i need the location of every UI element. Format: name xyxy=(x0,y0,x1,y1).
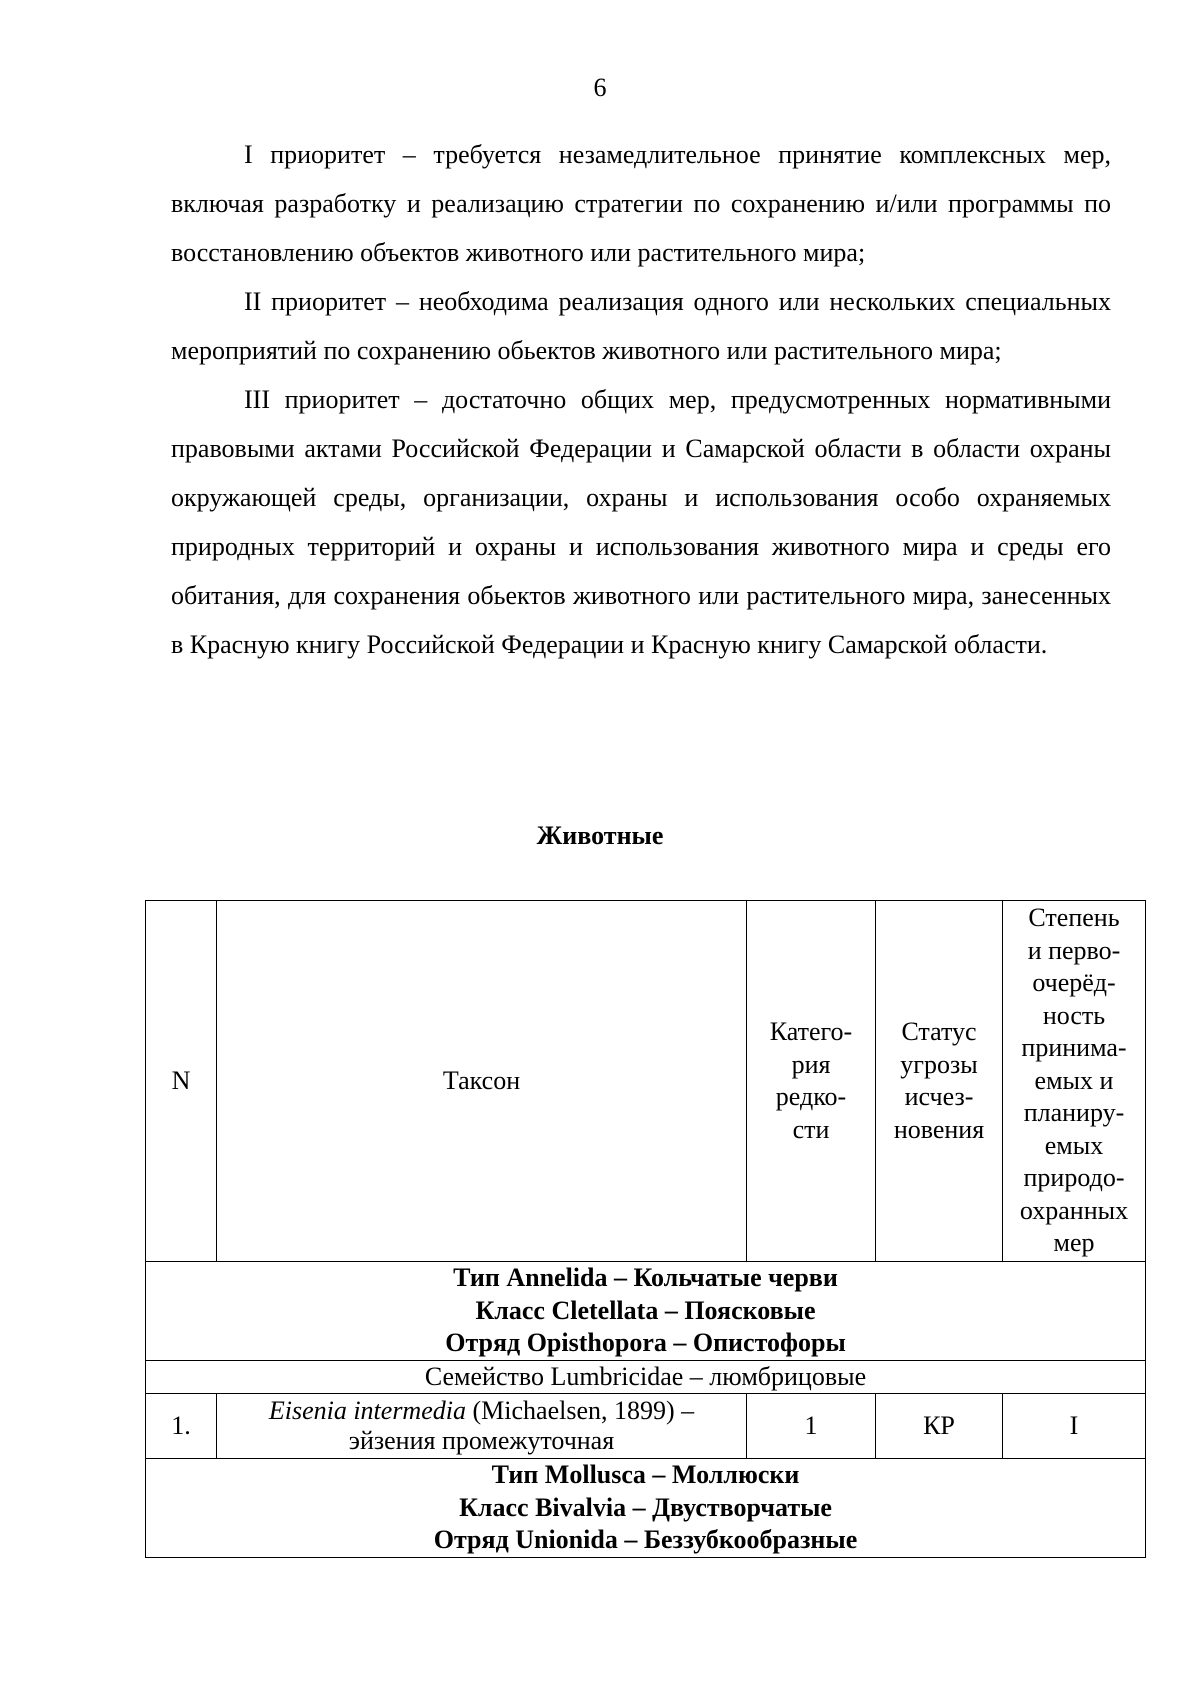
priority-3-paragraph: III приоритет – достаточно общих мер, предусмотренных нормативными правовыми актами Российской Федерации и Самарской области в области охраны окружающей среды, организации, охраны и использования особо охраняемых природных территорий и охраны и использования животного мира и среды его обитания, для сохранения обьектов животного или растительного мира, занесенных в Красную книгу Российской Федерации и Красную книгу Самарской области. xyxy=(171,385,1111,659)
table-row xyxy=(146,1394,1146,1459)
taxon-order: Отряд Opisthopora – Опистофоры xyxy=(445,1328,846,1358)
taxon-type: Тип Mollusca – Моллюски xyxy=(491,1460,800,1490)
body-text xyxy=(171,130,1111,669)
species-status: КР xyxy=(876,1394,1003,1459)
taxon-group-row xyxy=(146,1459,1146,1558)
taxon-type: Тип Annelida – Кольчатые черви xyxy=(453,1263,838,1293)
table-header-row xyxy=(146,901,1146,1262)
species-category: 1 xyxy=(747,1394,876,1459)
family-lumbricidae: Семейство Lumbricidae – люмбрицовые xyxy=(146,1361,1146,1394)
family-row xyxy=(146,1361,1146,1394)
header-category: Катего- рия редко- сти xyxy=(747,901,876,1262)
species-author: (Michaelsen, 1899) – xyxy=(465,1396,695,1425)
priority-1-paragraph: I приоритет – требуется незамедлительное принятие комплексных мер, включая разработку и реализацию стратегии по сохранению и/или программы по восстановлению объектов животного или растительного мира; xyxy=(171,140,1111,267)
header-taxon: Таксон xyxy=(217,901,747,1262)
taxa-table xyxy=(145,900,1146,1558)
header-status: Статус угрозы исчез- новения xyxy=(876,901,1003,1262)
species-common-name: эйзения промежуточная xyxy=(348,1426,615,1455)
taxon-class: Класс Cletellata – Поясковые xyxy=(475,1295,816,1325)
species-number: 1. xyxy=(146,1394,217,1459)
taxon-order: Отряд Unionida – Беззубкообразные xyxy=(433,1525,858,1555)
taxon-class: Класс Bivalvia – Двустворчатые xyxy=(459,1492,832,1522)
species-priority: I xyxy=(1003,1394,1146,1459)
priority-2-paragraph: II приоритет – необходима реализация одного или нескольких специальных мероприятий по сохранению обьектов животного или растительного мира; xyxy=(171,287,1111,365)
taxon-group-row xyxy=(146,1262,1146,1361)
section-title: Животные xyxy=(536,821,664,850)
taxon-group-annelida xyxy=(146,1262,1146,1361)
taxon-group-mollusca xyxy=(146,1459,1146,1558)
header-priority: Степень и перво- очерёд- ность принима- емых и планиру- емых природо- охранных мер xyxy=(1003,901,1146,1262)
page-number: 6 xyxy=(593,73,607,102)
species-latin-name: Eisenia intermedia xyxy=(268,1396,466,1425)
header-n: N xyxy=(146,901,217,1262)
species-name xyxy=(217,1394,747,1459)
